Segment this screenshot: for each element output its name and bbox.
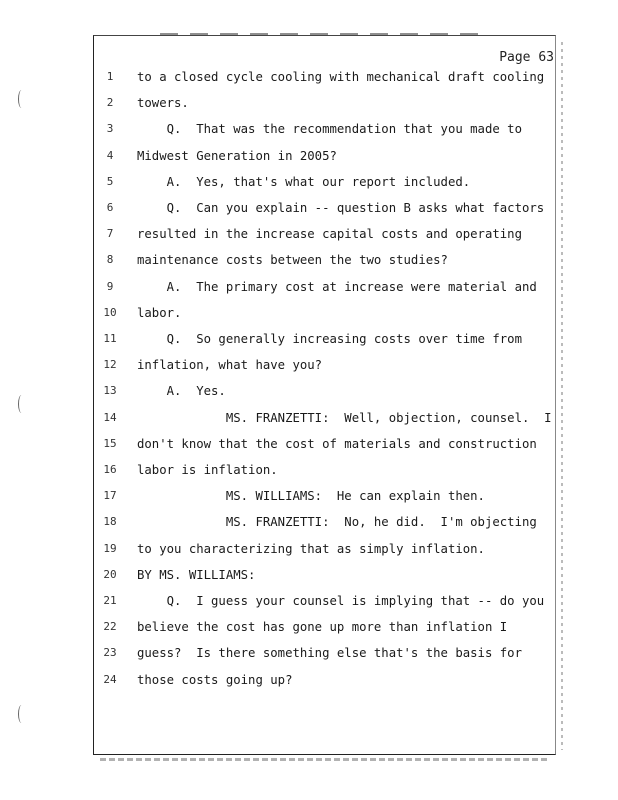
transcript-line — [0, 646, 618, 666]
line-text: Q. Can you explain -- question B asks what factors — [137, 201, 545, 215]
transcript-line — [0, 542, 618, 562]
line-text: maintenance costs between the two studies? — [137, 253, 448, 268]
line-number: 14 — [103, 410, 117, 424]
line-number: 17 — [103, 489, 117, 503]
transcript-line — [0, 253, 618, 273]
line-text: Q. That was the recommendation that you made to — [137, 122, 522, 137]
line-number: 8 — [106, 253, 114, 267]
page-number: Page 63 — [499, 50, 554, 65]
transcript-line — [0, 620, 618, 640]
line-number: 6 — [106, 201, 114, 214]
line-number: 19 — [103, 541, 117, 555]
line-text: Q. I guess your counsel is implying that -- do you — [137, 594, 545, 608]
transcript-line — [0, 489, 618, 509]
line-number: 12 — [103, 358, 117, 372]
line-text: MS. WILLIAMS: He can explain then. — [137, 489, 485, 504]
line-text: believe the cost has gone up more than inflation I — [137, 620, 508, 635]
line-number: 13 — [103, 384, 117, 398]
line-text: A. Yes, that's what our report included. — [137, 174, 471, 189]
line-number: 24 — [103, 672, 117, 686]
line-text: MS. FRANZETTI: No, he did. I'm objecting — [137, 515, 537, 530]
transcript-line — [0, 673, 618, 693]
line-text: labor. — [137, 305, 182, 320]
line-number: 4 — [106, 148, 114, 162]
line-text: inflation, what have you? — [137, 358, 323, 373]
transcript-line — [0, 463, 618, 483]
line-text: MS. FRANZETTI: Well, objection, counsel. I — [137, 410, 552, 425]
transcript-line — [0, 227, 618, 247]
transcript-line — [0, 201, 618, 221]
line-number: 16 — [103, 463, 117, 476]
transcript-line — [0, 175, 618, 195]
line-text: Q. So generally increasing costs over time from — [137, 332, 522, 346]
transcript-line — [0, 437, 618, 457]
line-number: 5 — [106, 174, 114, 188]
line-text: to you characterizing that as simply inflation. — [137, 541, 485, 556]
transcript-line — [0, 411, 618, 431]
line-number: 10 — [103, 305, 117, 319]
line-text: resulted in the increase capital costs and operating — [137, 227, 522, 242]
transcript-line — [0, 306, 618, 326]
line-text: A. Yes. — [137, 384, 226, 399]
transcript-line — [0, 515, 618, 535]
line-text: BY MS. WILLIAMS: — [137, 567, 256, 582]
transcript-line — [0, 332, 618, 352]
line-number: 11 — [103, 332, 117, 345]
transcript-line — [0, 384, 618, 404]
line-number: 18 — [103, 515, 117, 529]
line-number: 23 — [103, 646, 117, 660]
transcript-line — [0, 149, 618, 169]
transcript-line — [0, 594, 618, 614]
line-number: 15 — [103, 436, 117, 450]
transcript-line — [0, 122, 618, 142]
transcript-line — [0, 280, 618, 300]
line-number: 2 — [106, 96, 114, 110]
line-number: 22 — [103, 620, 117, 634]
line-text: don't know that the cost of materials and construction — [137, 436, 537, 451]
binder-hole-mark — [18, 705, 25, 723]
transcript-line — [0, 70, 618, 90]
line-number: 9 — [106, 279, 114, 293]
line-text: to a closed cycle cooling with mechanical draft cooling — [137, 70, 545, 84]
line-text: labor is inflation. — [137, 463, 278, 477]
line-number: 20 — [103, 567, 117, 581]
line-text: Midwest Generation in 2005? — [137, 148, 337, 163]
line-text: those costs going up? — [137, 672, 293, 687]
transcript-line — [0, 358, 618, 378]
line-number: 7 — [106, 227, 114, 241]
transcript-line — [0, 568, 618, 588]
line-text: A. The primary cost at increase were material and — [137, 279, 537, 294]
line-text: guess? Is there something else that's the basis for — [137, 646, 522, 661]
line-number: 1 — [106, 70, 114, 83]
transcript-line — [0, 96, 618, 116]
line-number: 21 — [103, 594, 117, 607]
line-number: 3 — [106, 122, 114, 136]
footer-scan-marks — [100, 758, 550, 761]
line-text: towers. — [137, 96, 189, 111]
